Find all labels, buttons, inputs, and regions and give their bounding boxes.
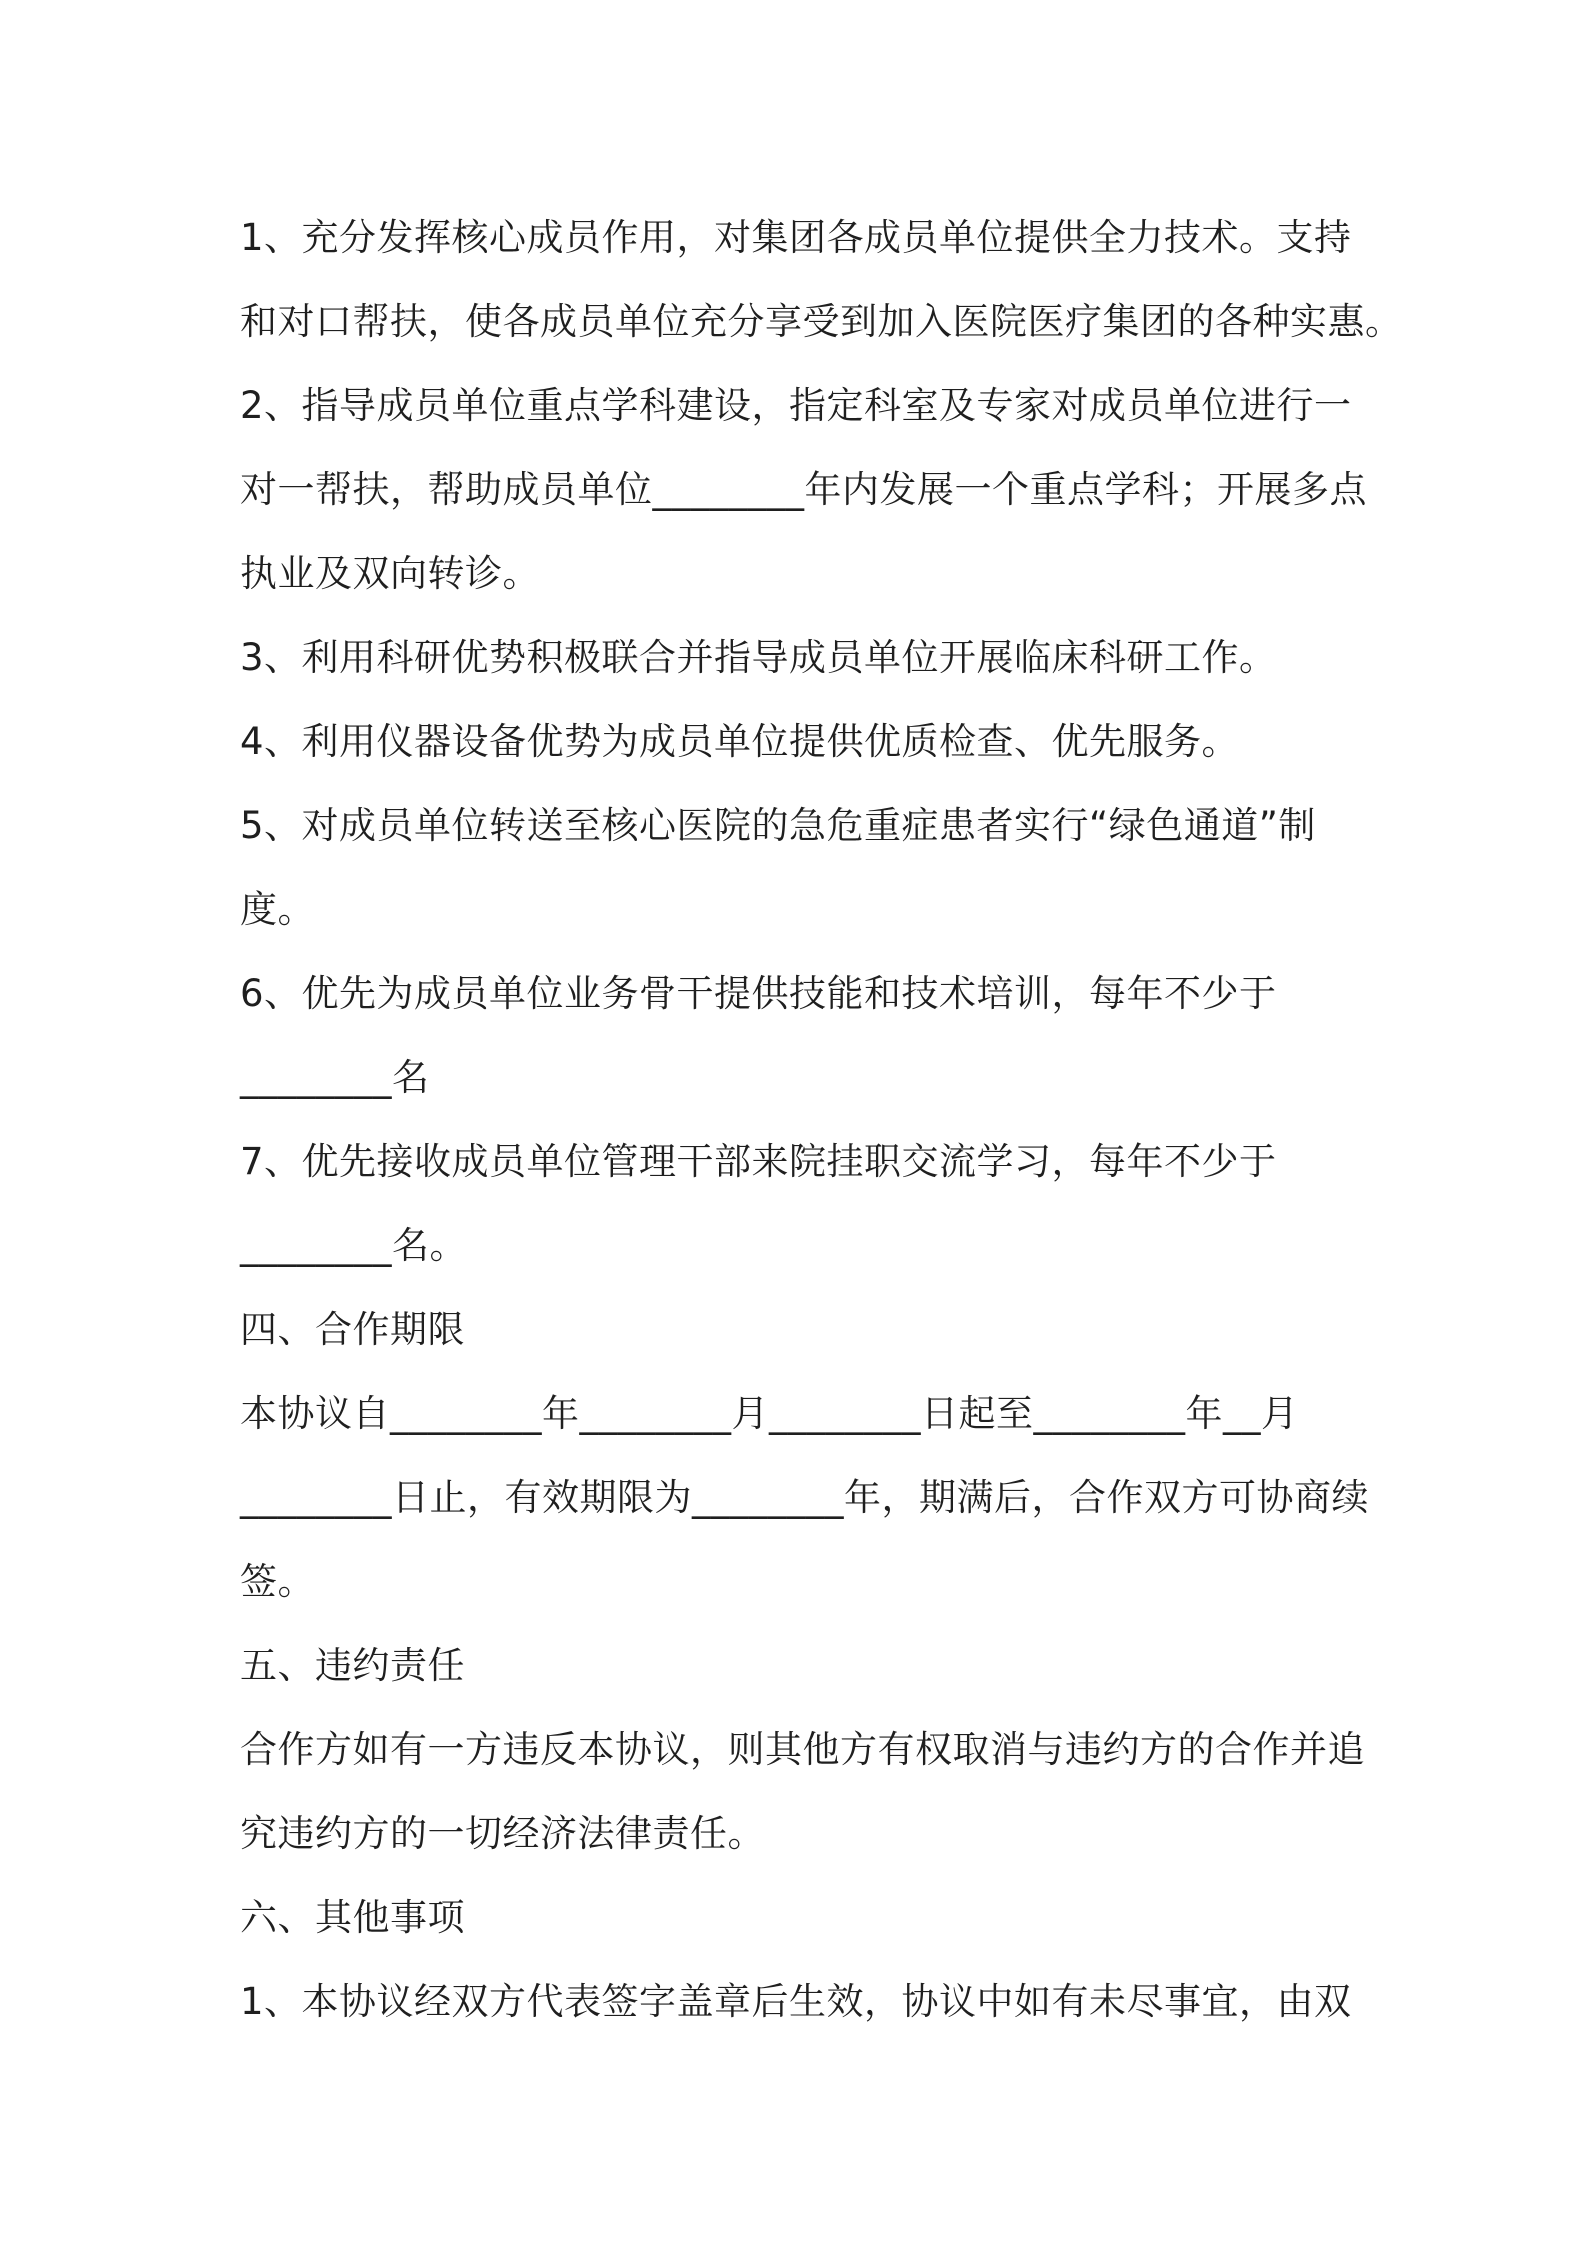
text-line: 1、充分发挥核心成员作用，对集团各成员单位提供全力技术。支持 <box>240 216 1352 259</box>
text-line: 2、指导成员单位重点学科建设，指定科室及专家对成员单位进行一 <box>240 384 1352 427</box>
text-line: 4、利用仪器设备优势为成员单位提供优质检查、优先服务。 <box>240 720 1240 763</box>
document-body <box>240 196 1403 2044</box>
text-line: 本协议自________年________月________日起至________年__月 <box>240 1392 1299 1435</box>
text-line: 签。 <box>240 1560 315 1603</box>
text-line: 执业及双向转诊。 <box>240 552 540 595</box>
text-line: 5、对成员单位转送至核心医院的急危重症患者实行“绿色通道”制 <box>240 804 1316 847</box>
text-line: 6、优先为成员单位业务骨干提供技能和技术培训，每年不少于 <box>240 972 1277 1015</box>
text-line: ________名 <box>240 1056 430 1099</box>
section-heading: 六、其他事项 <box>240 1896 465 1939</box>
text-line: 度。 <box>240 888 315 931</box>
text-line: ________名。 <box>240 1224 467 1267</box>
text-line: 对一帮扶，帮助成员单位________年内发展一个重点学科；开展多点 <box>240 468 1367 511</box>
text-line: 1、本协议经双方代表签字盖章后生效，协议中如有未尽事宜，由双 <box>240 1980 1352 2023</box>
section-heading: 四、合作期限 <box>240 1308 465 1351</box>
text-line: 究违约方的一切经济法律责任。 <box>240 1812 765 1855</box>
text-line: 和对口帮扶，使各成员单位充分享受到加入医院医疗集团的各种实惠。 <box>240 300 1403 343</box>
text-line: 7、优先接收成员单位管理干部来院挂职交流学习，每年不少于 <box>240 1140 1277 1183</box>
text-line: 合作方如有一方违反本协议，则其他方有权取消与违约方的合作并追 <box>240 1728 1365 1771</box>
text-line: 3、利用科研优势积极联合并指导成员单位开展临床科研工作。 <box>240 636 1277 679</box>
section-heading: 五、违约责任 <box>240 1644 465 1687</box>
text-line: ________日止，有效期限为________年，期满后，合作双方可协商续 <box>240 1476 1369 1519</box>
